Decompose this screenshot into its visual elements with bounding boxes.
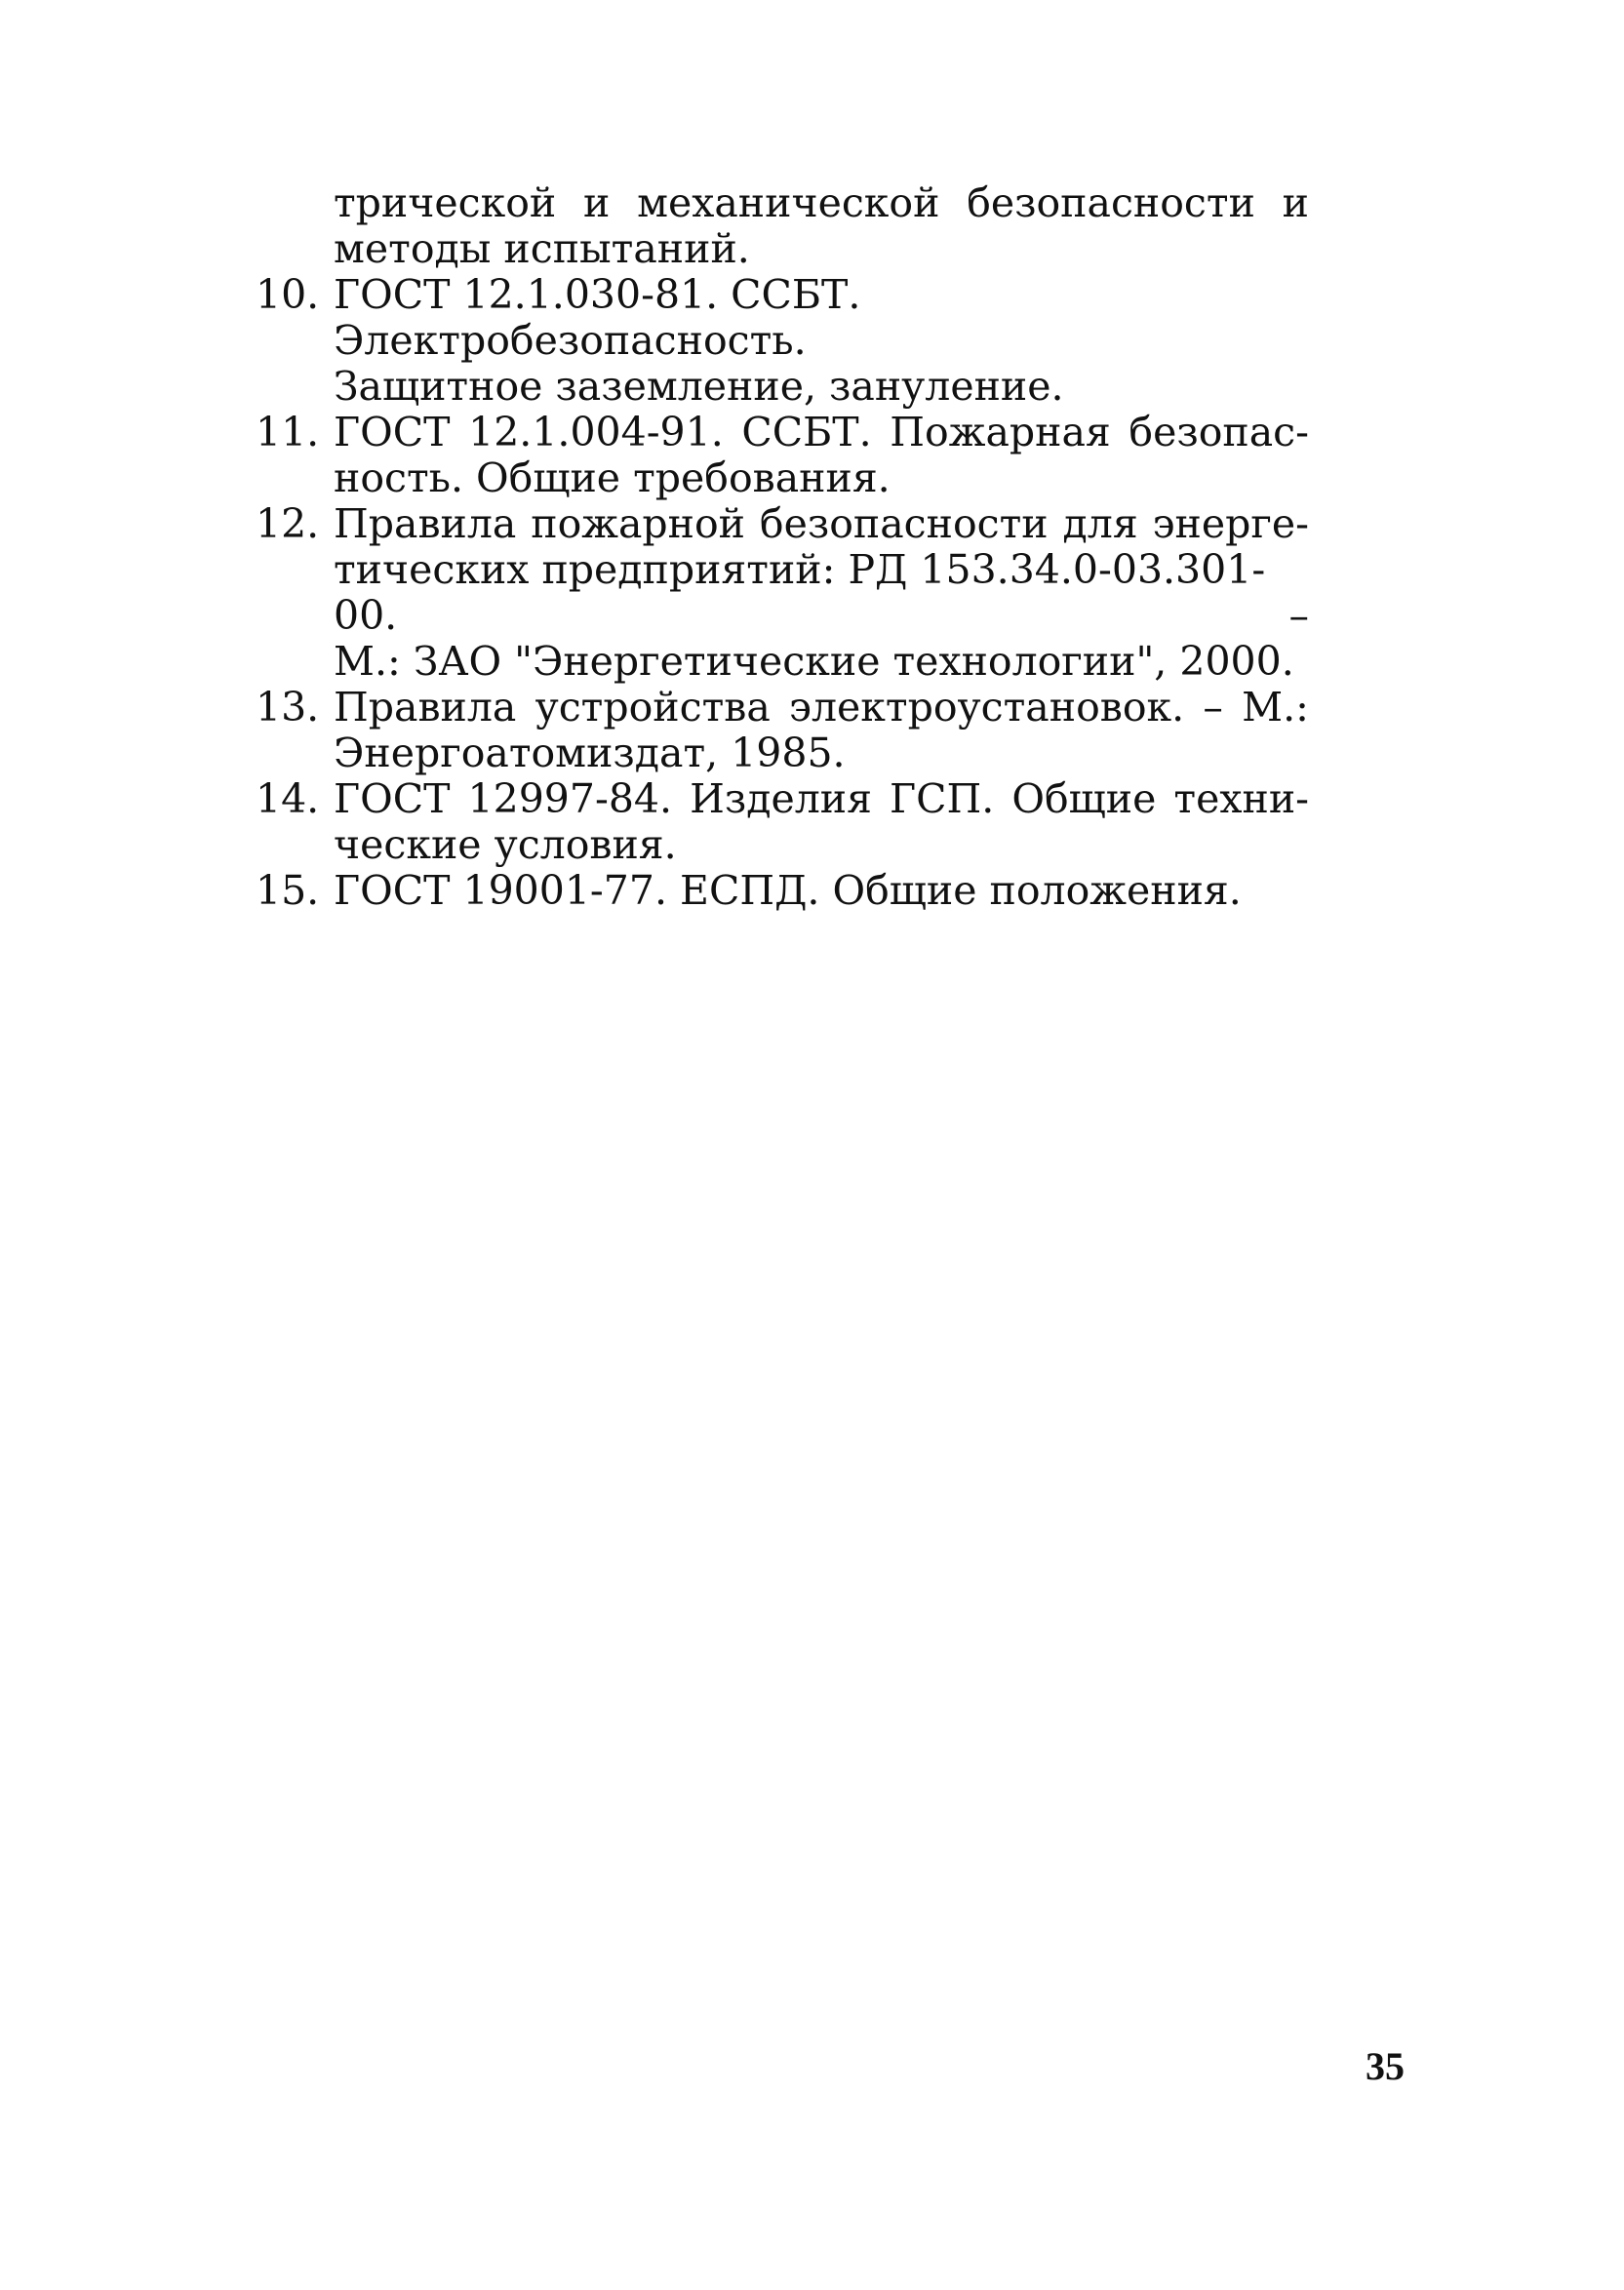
reference-number: 12. [256, 500, 320, 547]
reference-line: Правила пожарной безопасности для энерге- [334, 500, 1309, 547]
reference-line: тических предприятий: РД 153.34.0-03.301-00. – [334, 546, 1309, 639]
reference-item-11 [256, 410, 1309, 501]
reference-item-15 [256, 868, 1309, 914]
reference-line: Правила устройства электроустановок. – М.: [334, 684, 1309, 730]
reference-list [256, 180, 1309, 914]
reference-number: 10. [256, 271, 320, 318]
reference-item-10 [256, 272, 1309, 410]
reference-line: ГОСТ 12997-84. Изделия ГСП. Общие техни- [334, 775, 1309, 822]
reference-number: 11. [256, 409, 320, 455]
reference-line: Энергоатомиздат, 1985. [334, 730, 846, 776]
reference-number: 15. [256, 867, 320, 914]
reference-line: методы испытаний. [334, 225, 750, 272]
reference-line: ГОСТ 12.1.030-81. ССБТ. Электробезопасность. [334, 271, 861, 364]
reference-number: 14. [256, 775, 320, 822]
reference-item-13 [256, 685, 1309, 776]
reference-continuation [256, 180, 1309, 272]
reference-line: трической и механической безопасности и [334, 179, 1309, 226]
reference-line: М.: ЗАО "Энергетические технологии", 2000. [334, 638, 1294, 685]
reference-line: ГОСТ 19001-77. ЕСПД. Общие положения. [334, 867, 1242, 914]
page-number: 35 [1366, 2044, 1405, 2088]
reference-line: ГОСТ 12.1.004-91. ССБТ. Пожарная безопас- [334, 409, 1309, 455]
reference-item-12 [256, 501, 1309, 685]
reference-item-14 [256, 776, 1309, 868]
reference-line: ность. Общие требования. [334, 454, 891, 501]
reference-line: Защитное заземление, зануление. [334, 363, 1064, 410]
reference-number: 13. [256, 684, 320, 730]
reference-line: ческие условия. [334, 821, 677, 868]
